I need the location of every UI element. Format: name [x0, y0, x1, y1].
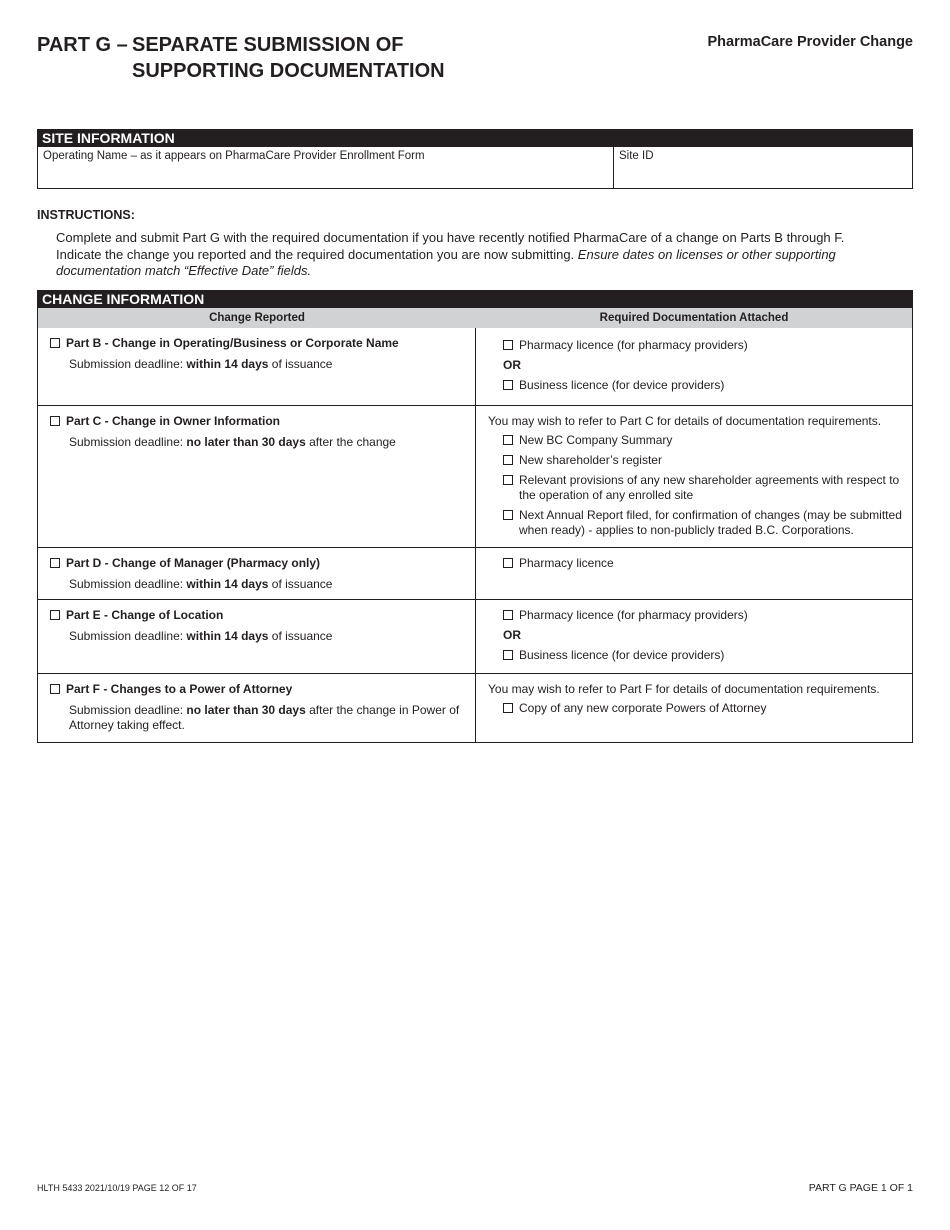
- site-id-label: Site ID: [619, 150, 654, 162]
- part-c-company-summary-checkbox[interactable]: [503, 435, 513, 445]
- site-information-section: [37, 129, 913, 189]
- table-row: [37, 600, 913, 674]
- operating-name-field[interactable]: [38, 147, 614, 188]
- column-required-documentation: Required Documentation Attached: [599, 312, 789, 324]
- part-c-note: You may wish to refer to Part C for details of documentation requirements.: [488, 414, 882, 428]
- part-b-pharmacy-licence-label: Pharmacy licence (for pharmacy providers): [519, 338, 748, 352]
- title-part-label: PART G –: [37, 34, 128, 56]
- part-c-shareholder-agreements-label: Relevant provisions of any new shareholder agreements with respect to the operation of any enrolled site: [519, 473, 900, 502]
- part-b-business-licence-checkbox[interactable]: [503, 380, 513, 390]
- part-e-label: Part E - Change of Location: [66, 608, 224, 622]
- part-c-deadline: Submission deadline: no later than 30 days after the change: [69, 435, 396, 449]
- part-f-label: Part F - Changes to a Power of Attorney: [66, 682, 293, 696]
- part-c-label: Part C - Change in Owner Information: [66, 414, 281, 428]
- part-e-deadline: Submission deadline: within 14 days of issuance: [69, 629, 333, 643]
- table-row: [37, 406, 913, 548]
- part-f-note: You may wish to refer to Part F for details of documentation requirements.: [488, 682, 880, 696]
- part-e-business-licence-checkbox[interactable]: [503, 650, 513, 660]
- title-line-1: SEPARATE SUBMISSION OF: [132, 34, 404, 56]
- operating-name-label: Operating Name – as it appears on PharmaCare Provider Enrollment Form: [43, 150, 425, 162]
- page-title: [37, 32, 445, 84]
- part-b-business-licence-label: Business licence (for device providers): [519, 378, 725, 392]
- part-d-checkbox[interactable]: [50, 558, 60, 568]
- change-information-heading: CHANGE INFORMATION: [37, 290, 913, 308]
- instructions-text-italic: Ensure dates on licenses or other supporting documentation match “Effective Date” fields.: [56, 246, 836, 278]
- instructions-text: [56, 230, 886, 280]
- part-f-deadline: Submission deadline: no later than 30 days after the change in Power of Attorney taking effect.: [69, 703, 460, 732]
- table-row: [37, 674, 913, 743]
- part-d-pharmacy-licence-label: Pharmacy licence: [519, 556, 614, 570]
- part-b-label: Part B - Change in Operating/Business or Corporate Name: [66, 336, 399, 350]
- part-e-checkbox[interactable]: [50, 610, 60, 620]
- instructions-text-main: Complete and submit Part G with the required documentation if you have recently notified PharmaCare of a change on Parts B through F. Indicate the change you reported and the required documentation you are now submitting.: [56, 230, 845, 262]
- part-f-power-of-attorney-checkbox[interactable]: [503, 703, 513, 713]
- footer-page-number: PART G PAGE 1 OF 1: [808, 1182, 913, 1194]
- part-e-pharmacy-licence-checkbox[interactable]: [503, 610, 513, 620]
- form-name: PharmaCare Provider Change: [707, 34, 913, 50]
- part-c-company-summary-label: New BC Company Summary: [519, 433, 673, 447]
- or-label: OR: [503, 628, 521, 642]
- part-d-pharmacy-licence-checkbox[interactable]: [503, 558, 513, 568]
- site-id-field[interactable]: [614, 147, 912, 188]
- part-c-annual-report-label: Next Annual Report filed, for confirmation of changes (may be submitted when ready) - applies to non-publicly traded B.C. Corporations.: [519, 508, 902, 537]
- table-row: [37, 548, 913, 600]
- or-label: OR: [503, 358, 521, 372]
- part-c-checkbox[interactable]: [50, 416, 60, 426]
- site-information-heading: SITE INFORMATION: [37, 129, 913, 147]
- part-c-annual-report-checkbox[interactable]: [503, 510, 513, 520]
- part-e-business-licence-label: Business licence (for device providers): [519, 648, 725, 662]
- title-line-2: SUPPORTING DOCUMENTATION: [132, 60, 445, 82]
- part-c-shareholder-register-checkbox[interactable]: [503, 455, 513, 465]
- part-f-power-of-attorney-label: Copy of any new corporate Powers of Attorney: [519, 701, 767, 715]
- column-change-reported: Change Reported: [209, 312, 305, 324]
- table-header: [37, 308, 913, 328]
- part-f-checkbox[interactable]: [50, 684, 60, 694]
- part-b-checkbox[interactable]: [50, 338, 60, 348]
- footer-form-number: HLTH 5433 2021/10/19 PAGE 12 OF 17: [37, 1183, 197, 1193]
- part-c-shareholder-register-label: New shareholder’s register: [519, 453, 662, 467]
- part-d-label: Part D - Change of Manager (Pharmacy only): [66, 556, 321, 570]
- part-c-shareholder-agreements-checkbox[interactable]: [503, 475, 513, 485]
- part-d-deadline: Submission deadline: within 14 days of issuance: [69, 577, 333, 591]
- part-b-pharmacy-licence-checkbox[interactable]: [503, 340, 513, 350]
- table-row: [37, 328, 913, 406]
- instructions-heading: INSTRUCTIONS:: [37, 208, 135, 222]
- change-information-section: [37, 290, 913, 743]
- part-b-deadline: Submission deadline: within 14 days of issuance: [69, 357, 333, 371]
- part-e-pharmacy-licence-label: Pharmacy licence (for pharmacy providers): [519, 608, 748, 622]
